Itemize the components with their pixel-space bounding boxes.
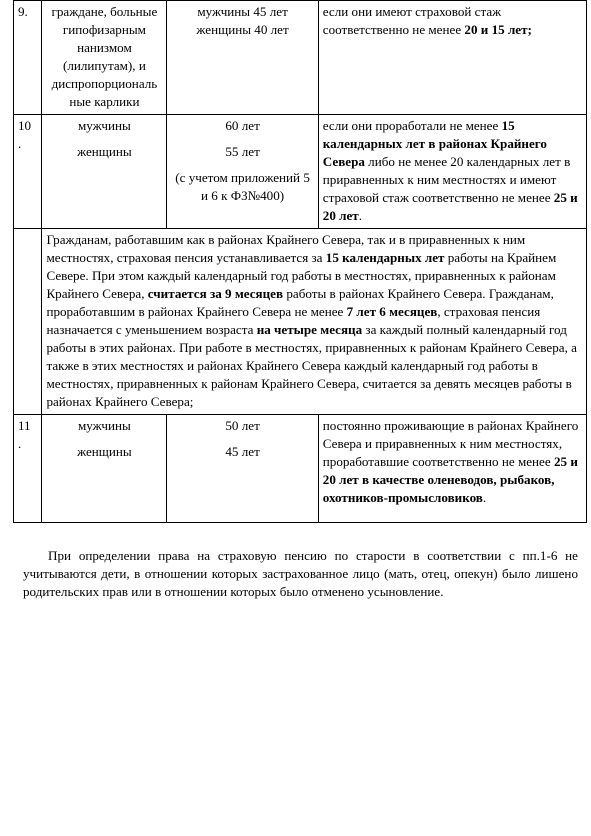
note-text: работы в районах Крайнего Севера. Гражданам, проработавшим в районах Крайнего Севера не менее <box>46 286 554 319</box>
condition-text: постоянно проживающие в районах Крайнего Севера и приравненных к ним местностях, проработавшие соответственно не менее <box>322 418 579 469</box>
note-bold: на четыре месяца <box>256 322 363 337</box>
note-text: , страховая пенсия назначается с уменьшением возраста <box>46 304 541 337</box>
age-women: 45 лет <box>225 444 260 459</box>
age-women: 55 лет <box>225 144 260 159</box>
condition-bold: 25 и 20 лет <box>322 190 578 223</box>
condition-cell <box>318 415 586 523</box>
row-number <box>14 415 42 523</box>
condition-text: либо не менее 20 календарных лет в приравненных к ним местностях и имеют страховой стаж соответственно не менее <box>322 154 571 205</box>
table-row <box>14 1 587 115</box>
row-number: 9. <box>14 1 42 115</box>
row-number-text: 11 <box>18 418 31 433</box>
row-number-text: 10 <box>18 118 32 133</box>
condition-text: если они проработали не менее <box>322 118 502 133</box>
table-row-note <box>14 229 587 415</box>
condition-cell <box>318 1 586 115</box>
table-row <box>14 415 587 523</box>
category-men: мужчины <box>78 418 131 433</box>
row-number-dot: . <box>18 436 22 451</box>
age-men: мужчины 45 лет <box>197 4 288 19</box>
category-cell <box>42 415 167 523</box>
age-cell <box>167 115 318 229</box>
children-rule-paragraph: При определении права на страховую пенсию по старости в соответствии с пп.1-6 не учитываются дети, в отношении которых застрахованное лицо (мать, отец, опекун) было лишено родительских прав или в отношении которых было отменено усыновление. <box>23 548 578 599</box>
category-women: женщины <box>77 444 132 459</box>
category-cell <box>42 115 167 229</box>
condition-cell <box>318 115 586 229</box>
condition-bold: 25 и 20 лет в качестве оленеводов, рыбаков, охотников-промысловиков <box>322 454 578 505</box>
pension-table <box>13 0 587 523</box>
age-men: 60 лет <box>225 118 260 133</box>
condition-bold: 15 календарных лет в районах Крайнего Севера <box>322 118 547 169</box>
note-bold: 7 лет 6 месяцев <box>346 304 438 319</box>
condition-text: если они имеют страховой стаж соответственно не менее <box>322 4 502 37</box>
condition-bold: 20 и 15 лет; <box>464 22 532 37</box>
category-cell: граждане, больные гипофизарным нанизмом (лилипутам), и диспропорциональ ные карлики <box>42 1 167 115</box>
age-men: 50 лет <box>225 418 260 433</box>
table-row <box>14 115 587 229</box>
note-text: за каждый полный календарный год работы в этих районах. При работе в местностях, приравненных к районам Крайнего Севера, а также в этих местностях и районах Крайнего Севера каждый календарный год работы в местностях, приравненных к районам Крайнего Севера, считается за девять месяцев работы в районах Крайнего Севера; <box>46 322 577 409</box>
note-text: Гражданам, работавшим как в районах Крайнего Севера, так и в приравненных к ним местностях, страховая пенсия устанавливается за <box>46 232 526 265</box>
age-cell <box>167 415 318 523</box>
north-note-cell <box>42 229 587 415</box>
category-women: женщины <box>77 144 132 159</box>
row-number-dot: . <box>18 136 22 151</box>
age-cell <box>167 1 318 115</box>
note-bold: 15 календарных лет <box>325 250 445 265</box>
note-bold: считается за 9 месяцев <box>147 286 284 301</box>
age-note: (с учетом приложений 5 и 6 к ФЗ№400) <box>175 170 310 203</box>
note-text: работы на Крайнем Севере. При этом каждый календарный год работы в местностях, приравненных к районам Крайнего Севера, <box>46 250 557 301</box>
condition-text: . <box>482 490 487 505</box>
note-spacer <box>14 229 42 415</box>
row-number <box>14 115 42 229</box>
condition-text: . <box>358 208 363 223</box>
age-women: женщины 40 лет <box>196 22 289 37</box>
category-men: мужчины <box>78 118 131 133</box>
